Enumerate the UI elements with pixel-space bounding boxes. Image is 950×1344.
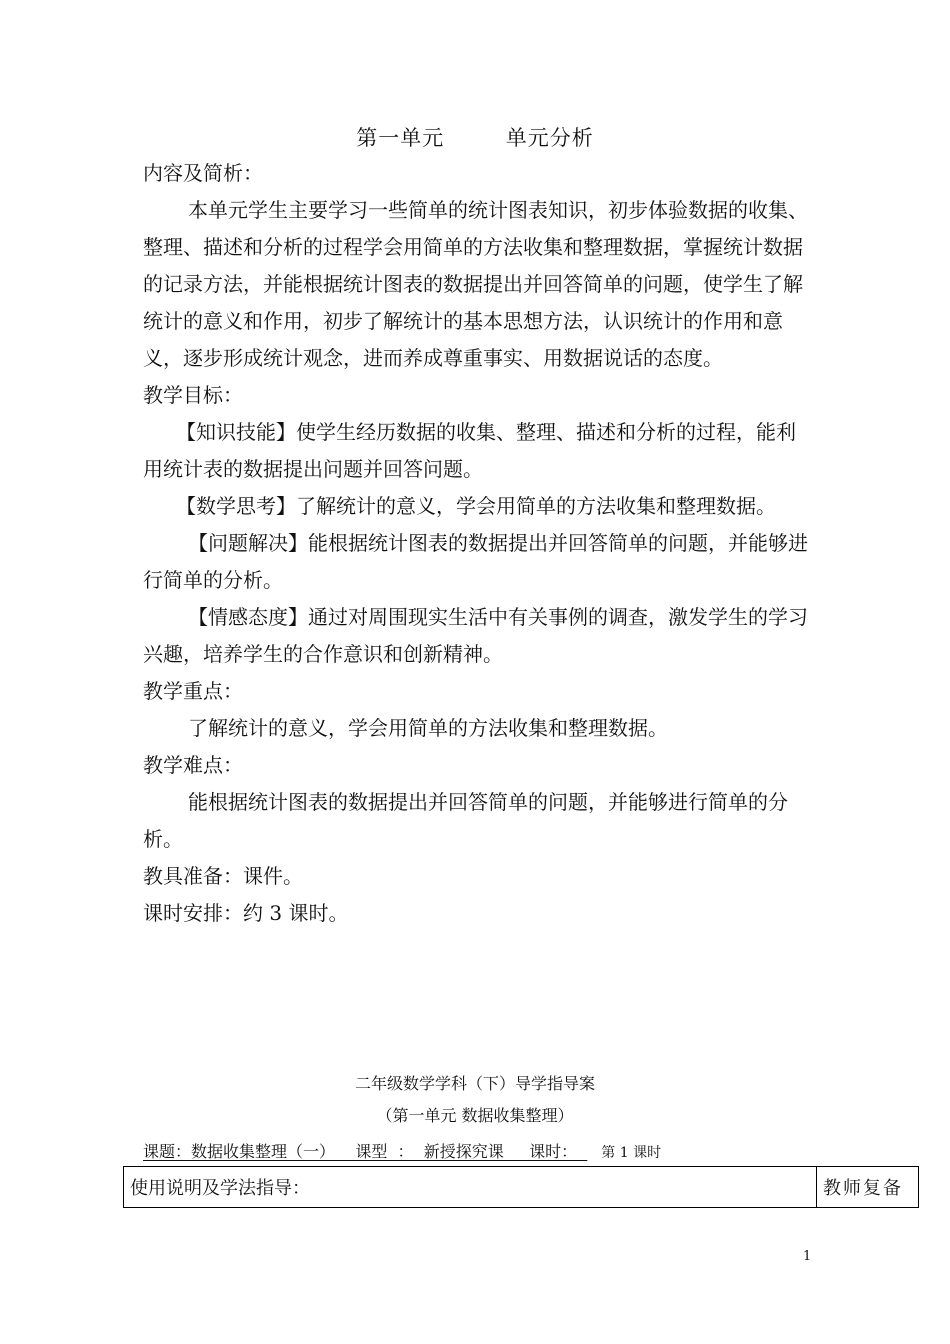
tools-line: 教具准备：课件。 [143,864,303,888]
goal-math-thinking: 【数学思考】了解统计的意义，学会用简单的方法收集和整理数据。 [176,494,776,518]
content-heading: 内容及简析： [143,161,263,185]
usage-guidance-cell: 使用说明及学法指导： [124,1167,817,1208]
teacher-review-cell: 教师复备 [817,1167,919,1208]
lesson-count: 第 1 课时 [601,1145,662,1161]
content-paragraph: 本单元学生主要学习一些简单的统计图表知识，初步体验数据的收集、整理、描述和分析的过程学会用简单的方法收集和整理数据，掌握统计数据的记录方法，并能根据统计图表的数据提出并回答简单的问题，使学生了解统计的意义和作用，初步了解统计的基本思想方法，认识统计的作用和意义，逐步形成统计观念，进而养成尊重事实、用数据说话的态度。 [143,198,808,370]
table-row [124,1167,919,1208]
topic-text: 课题：数据收集整理（一） 课型 ： 新授探究课 课时： [143,1142,588,1161]
goal-problem-solving: 【问题解决】能根据统计图表的数据提出并回答简单的问题，并能够进行简单的分析。 [143,531,808,592]
unit-analysis-body [143,155,813,932]
key-paragraph: 了解统计的意义，学会用简单的方法收集和整理数据。 [188,716,668,740]
key-heading: 教学重点： [143,679,243,703]
goal-knowledge-skills: 【知识技能】使学生经历数据的收集、整理、描述和分析的过程，能利用统计表的数据提出问题并回答问题。 [143,420,796,481]
difficulty-heading: 教学难点： [143,753,243,777]
goals-heading: 教学目标： [143,383,243,407]
guide-heading: 二年级数学学科（下）导学指导案 [354,1074,595,1093]
topic-line [143,1139,661,1162]
page-number: 1 [803,1249,812,1264]
guide-table [123,1166,919,1208]
goal-emotion-attitude: 【情感态度】通过对周围现实生活中有关事例的调查，激发学生的学习兴趣，培养学生的合作意识和创新精神。 [143,605,808,666]
schedule-line: 课时安排：约 3 课时。 [143,901,349,925]
difficulty-paragraph: 能根据统计图表的数据提出并回答简单的问题，并能够进行简单的分析。 [143,790,788,851]
guide-subheading: （第一单元 数据收集整理） [376,1106,574,1125]
unit-title: 第一单元 单元分析 [356,126,594,150]
